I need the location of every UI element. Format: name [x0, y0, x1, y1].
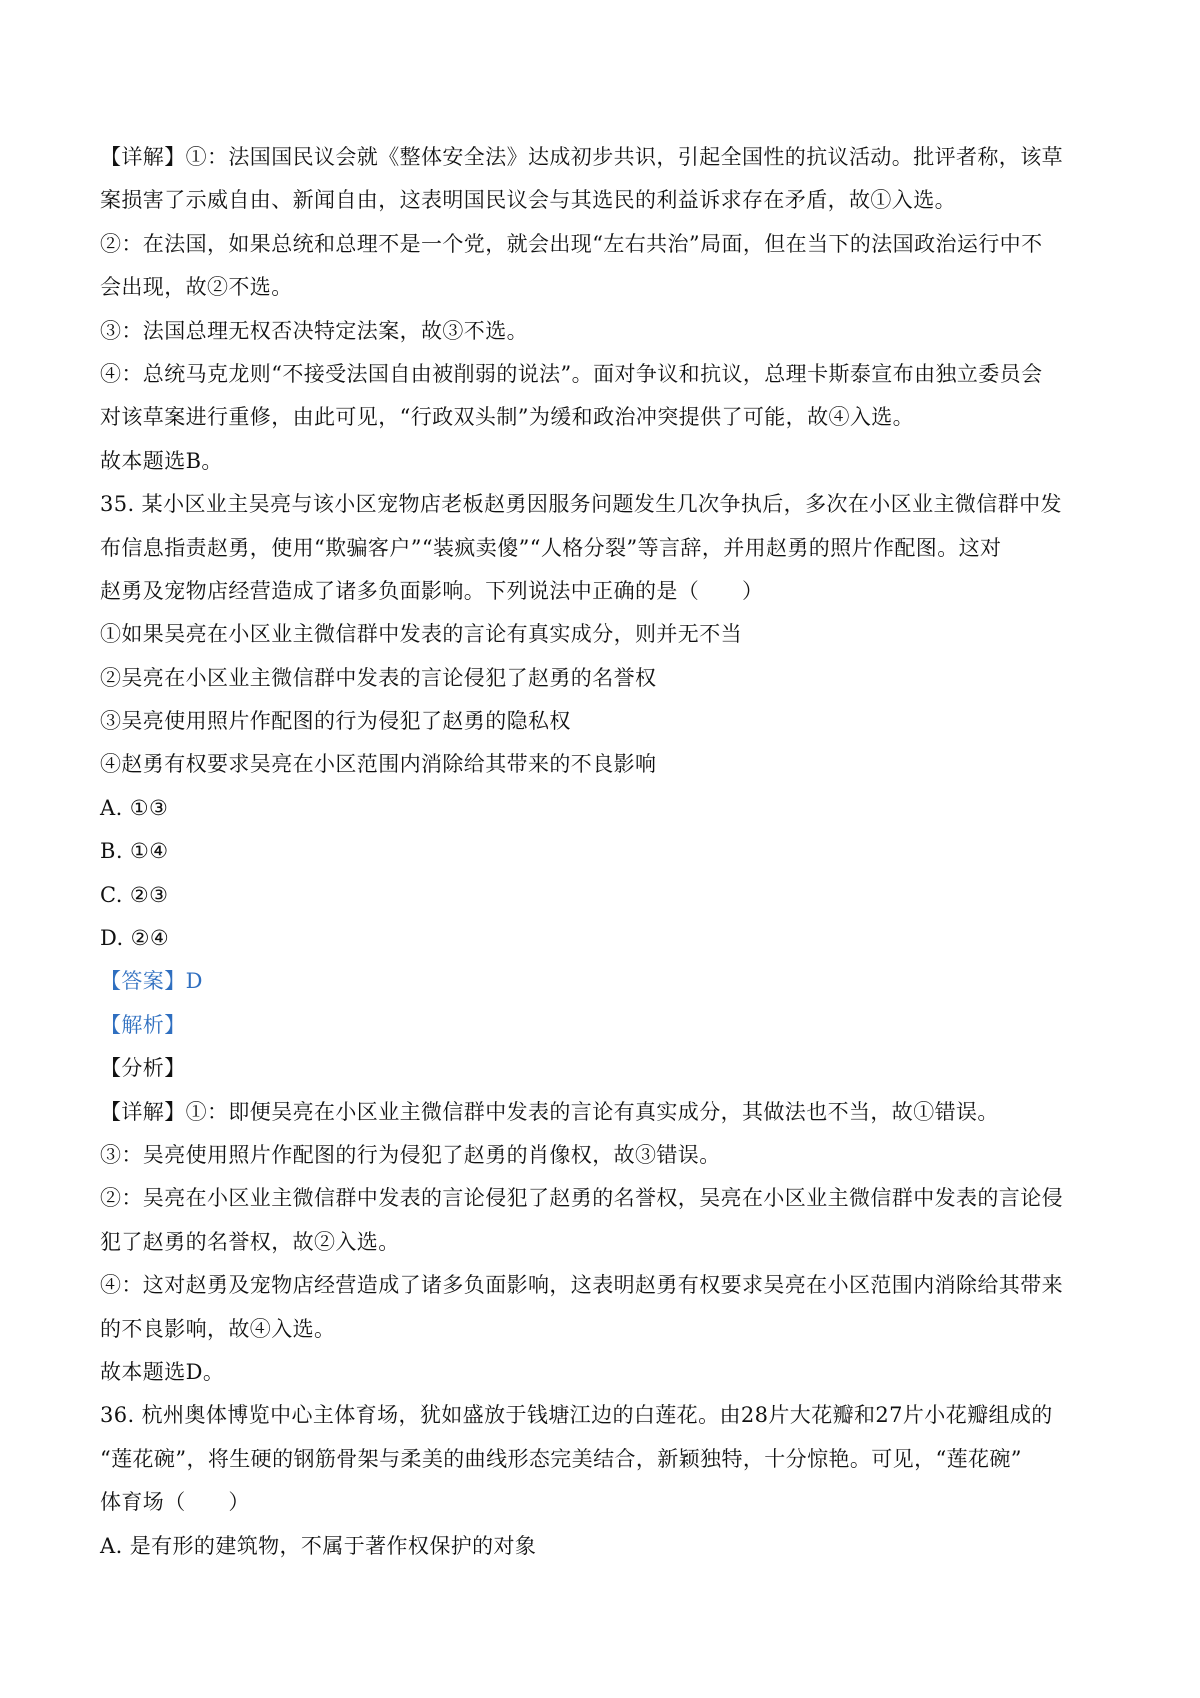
text-line: A. ①③	[100, 795, 169, 820]
text-line: ④赵勇有权要求吴亮在小区范围内消除给其带来的不良影响	[100, 752, 657, 777]
text-line: ④：这对赵勇及宠物店经营造成了诸多负面影响，这表明赵勇有权要求吴亮在小区范围内消除给其带来	[100, 1273, 1063, 1298]
text-line: 会出现，故②不选。	[100, 275, 293, 300]
text-line: ②：在法国，如果总统和总理不是一个党，就会出现“左右共治”局面，但在当下的法国政治运行中不	[100, 231, 1043, 256]
text-line: ③：法国总理无权否决特定法案，故③不选。	[100, 318, 528, 343]
text-line: 【详解】①：即便吴亮在小区业主微信群中发表的言论有真实成分，其做法也不当，故①错误。	[100, 1099, 999, 1124]
text-line: 36. 杭州奥体博览中心主体育场，犹如盛放于钱塘江边的白莲花。由28片大花瓣和27片小花瓣组成的	[100, 1403, 1053, 1428]
text-line: 【详解】①：法国国民议会就《整体安全法》达成初步共识，引起全国性的抗议活动。批评者称，该草	[100, 145, 1063, 169]
text-line: ①如果吴亮在小区业主微信群中发表的言论有真实成分，则并无不当	[100, 622, 742, 647]
text-line: 布信息指责赵勇，使用“欺骗客户”“装疯卖傻”“人格分裂”等言辞，并用赵勇的照片作配图。这对	[100, 535, 1002, 560]
text-line: ④：总统马克龙则“不接受法国自由被削弱的说法”。面对争议和抗议，总理卡斯泰宣布由独立委员会	[100, 361, 1043, 386]
text-line: ②吴亮在小区业主微信群中发表的言论侵犯了赵勇的名誉权	[100, 665, 657, 690]
text-line: 体育场（ ）	[100, 1490, 250, 1515]
text-line: “莲花碗”，将生硬的钢筋骨架与柔美的曲线形态完美结合，新颖独特，十分惊艳。可见，“莲花碗”	[100, 1446, 1022, 1471]
text-line: ③吴亮使用照片作配图的行为侵犯了赵勇的隐私权	[100, 709, 571, 734]
text-line: 【解析】	[100, 1012, 186, 1037]
text-line: A. 是有形的建筑物，不属于著作权保护的对象	[100, 1533, 537, 1558]
text-line: 故本题选D。	[100, 1359, 225, 1384]
text-line: 案损害了示威自由、新闻自由，这表明国民议会与其选民的利益诉求存在矛盾，故①入选。	[100, 188, 956, 213]
text-line: C. ②③	[100, 882, 169, 907]
text-line: ②：吴亮在小区业主微信群中发表的言论侵犯了赵勇的名誉权，吴亮在小区业主微信群中发表的言论侵	[100, 1186, 1063, 1211]
text-line: ③：吴亮使用照片作配图的行为侵犯了赵勇的肖像权，故③错误。	[100, 1142, 721, 1167]
text-line: 犯了赵勇的名誉权，故②入选。	[100, 1229, 400, 1254]
text-line: B. ①④	[100, 839, 169, 864]
text-line: 【答案】D	[100, 969, 203, 994]
text-line: 35. 某小区业主吴亮与该小区宠物店老板赵勇因服务问题发生几次争执后，多次在小区业主微信群中发	[100, 492, 1062, 517]
text-line: 故本题选B。	[100, 448, 223, 473]
text-line: 的不良影响，故④入选。	[100, 1316, 336, 1341]
text-line: 赵勇及宠物店经营造成了诸多负面影响。下列说法中正确的是（ ）	[100, 578, 764, 603]
text-line: 对该草案进行重修，由此可见，“行政双头制”为缓和政治冲突提供了可能，故④入选。	[100, 405, 915, 430]
text-line: D. ②④	[100, 926, 170, 951]
document-body	[100, 136, 1110, 1568]
text-line: 【分析】	[100, 1056, 186, 1081]
